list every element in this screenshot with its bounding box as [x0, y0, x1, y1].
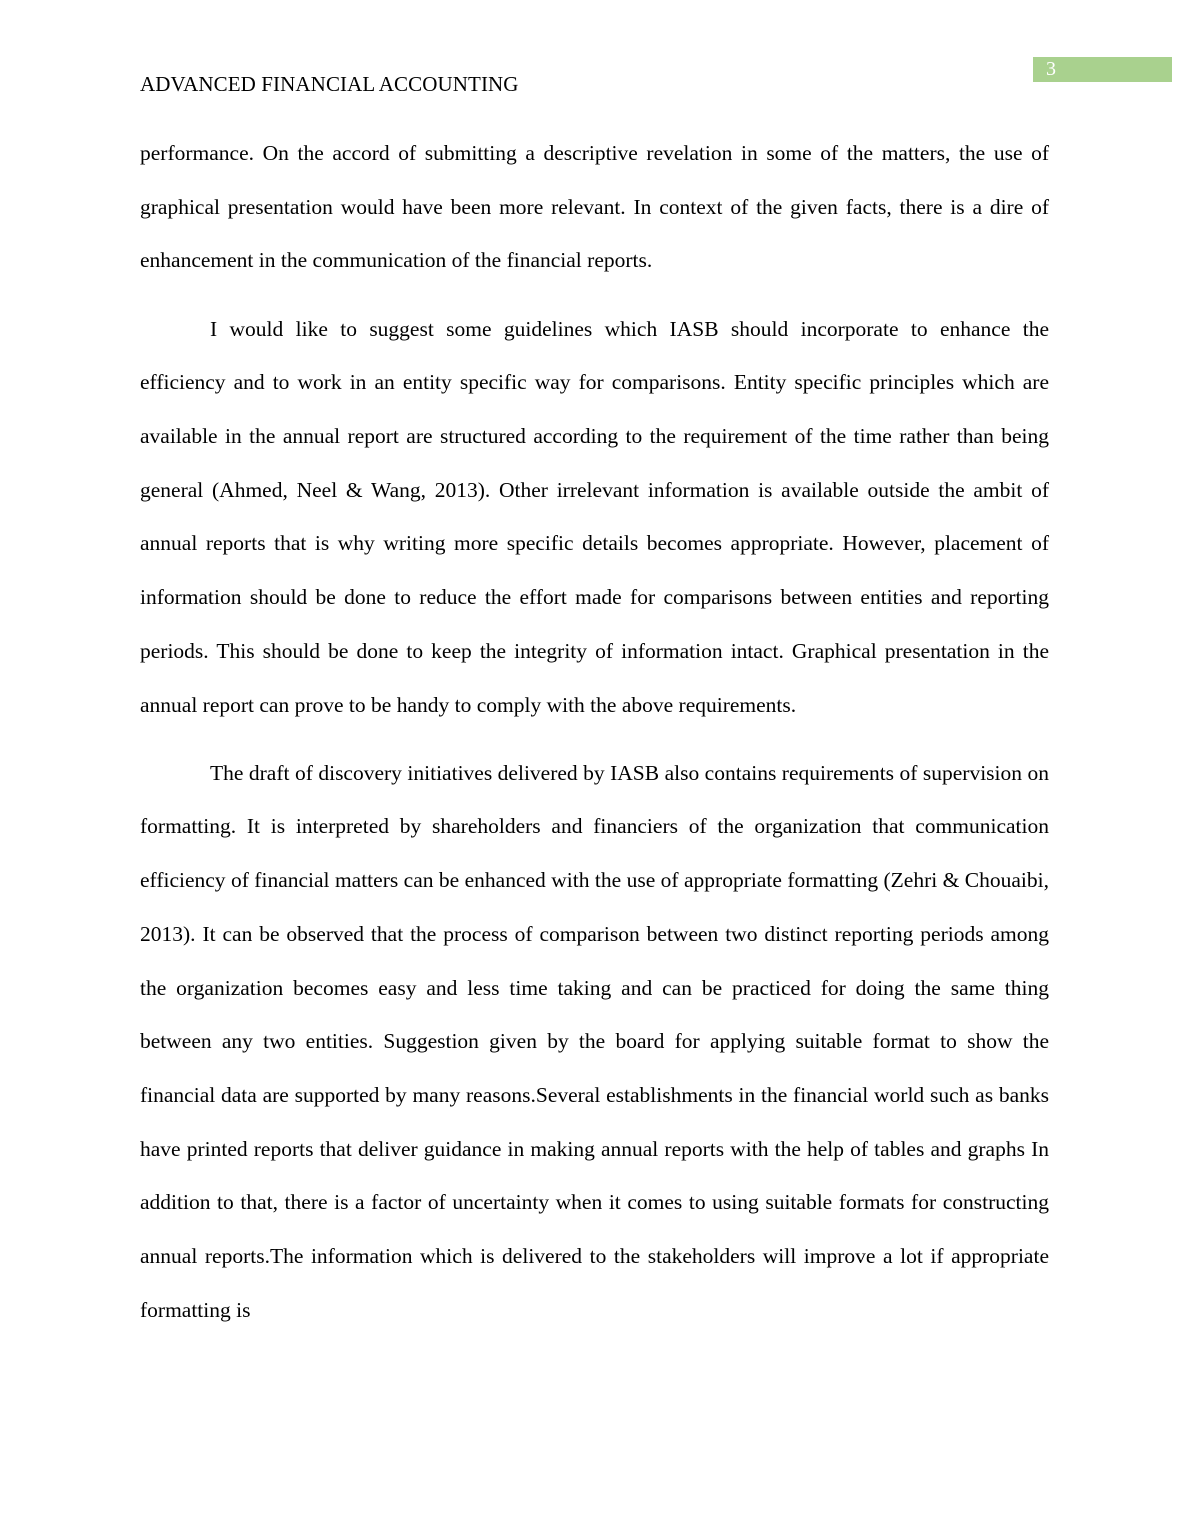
paragraph-2: I would like to suggest some guidelines which IASB should incorporate to enhance the efficiency and to work in an entity specific way for comparisons. Entity specific principles which are available in the annual report are structured according to the requirement of the time rather than being general (Ahmed, Neel & Wang, 2013). Other irrelevant information is available outside the ambit of annual reports that is why writing more specific details becomes appropriate. However, placement of information should be done to reduce the effort made for comparisons between entities and reporting periods. This should be done to keep the integrity of information intact. Graphical presentation in the annual report can prove to be handy to comply with the above requirements.	[140, 316, 1049, 717]
paragraph-1: performance. On the accord of submitting a descriptive revelation in some of the matters, the use of graphical presentation would have been more relevant. In context of the given facts, there is a dire of enhancement in the communication of the financial reports.	[140, 141, 1049, 273]
paragraph-3: The draft of discovery initiatives delivered by IASB also contains requirements of supervision on formatting. It is interpreted by shareholders and financiers of the organization that communication efficiency of financial matters can be enhanced with the use of appropriate formatting (Zehri & Chouaibi, 2013). It can be observed that the process of comparison between two distinct reporting periods among the organization becomes easy and less time taking and can be practiced for doing the same thing between any two entities. Suggestion given by the board for applying suitable format to show the financial data are supported by many reasons.Several establishments in the financial world such as banks have printed reports that deliver guidance in making annual reports with the help of tables and graphs In addition to that, there is a factor of uncertainty when it comes to using suitable formats for constructing annual reports.The information which is delivered to the stakeholders will improve a lot if appropriate formatting is	[140, 760, 1049, 1322]
running-head: ADVANCED FINANCIAL ACCOUNTING	[140, 72, 519, 96]
document-body	[140, 127, 1049, 1352]
page-number: 3	[1033, 57, 1172, 82]
